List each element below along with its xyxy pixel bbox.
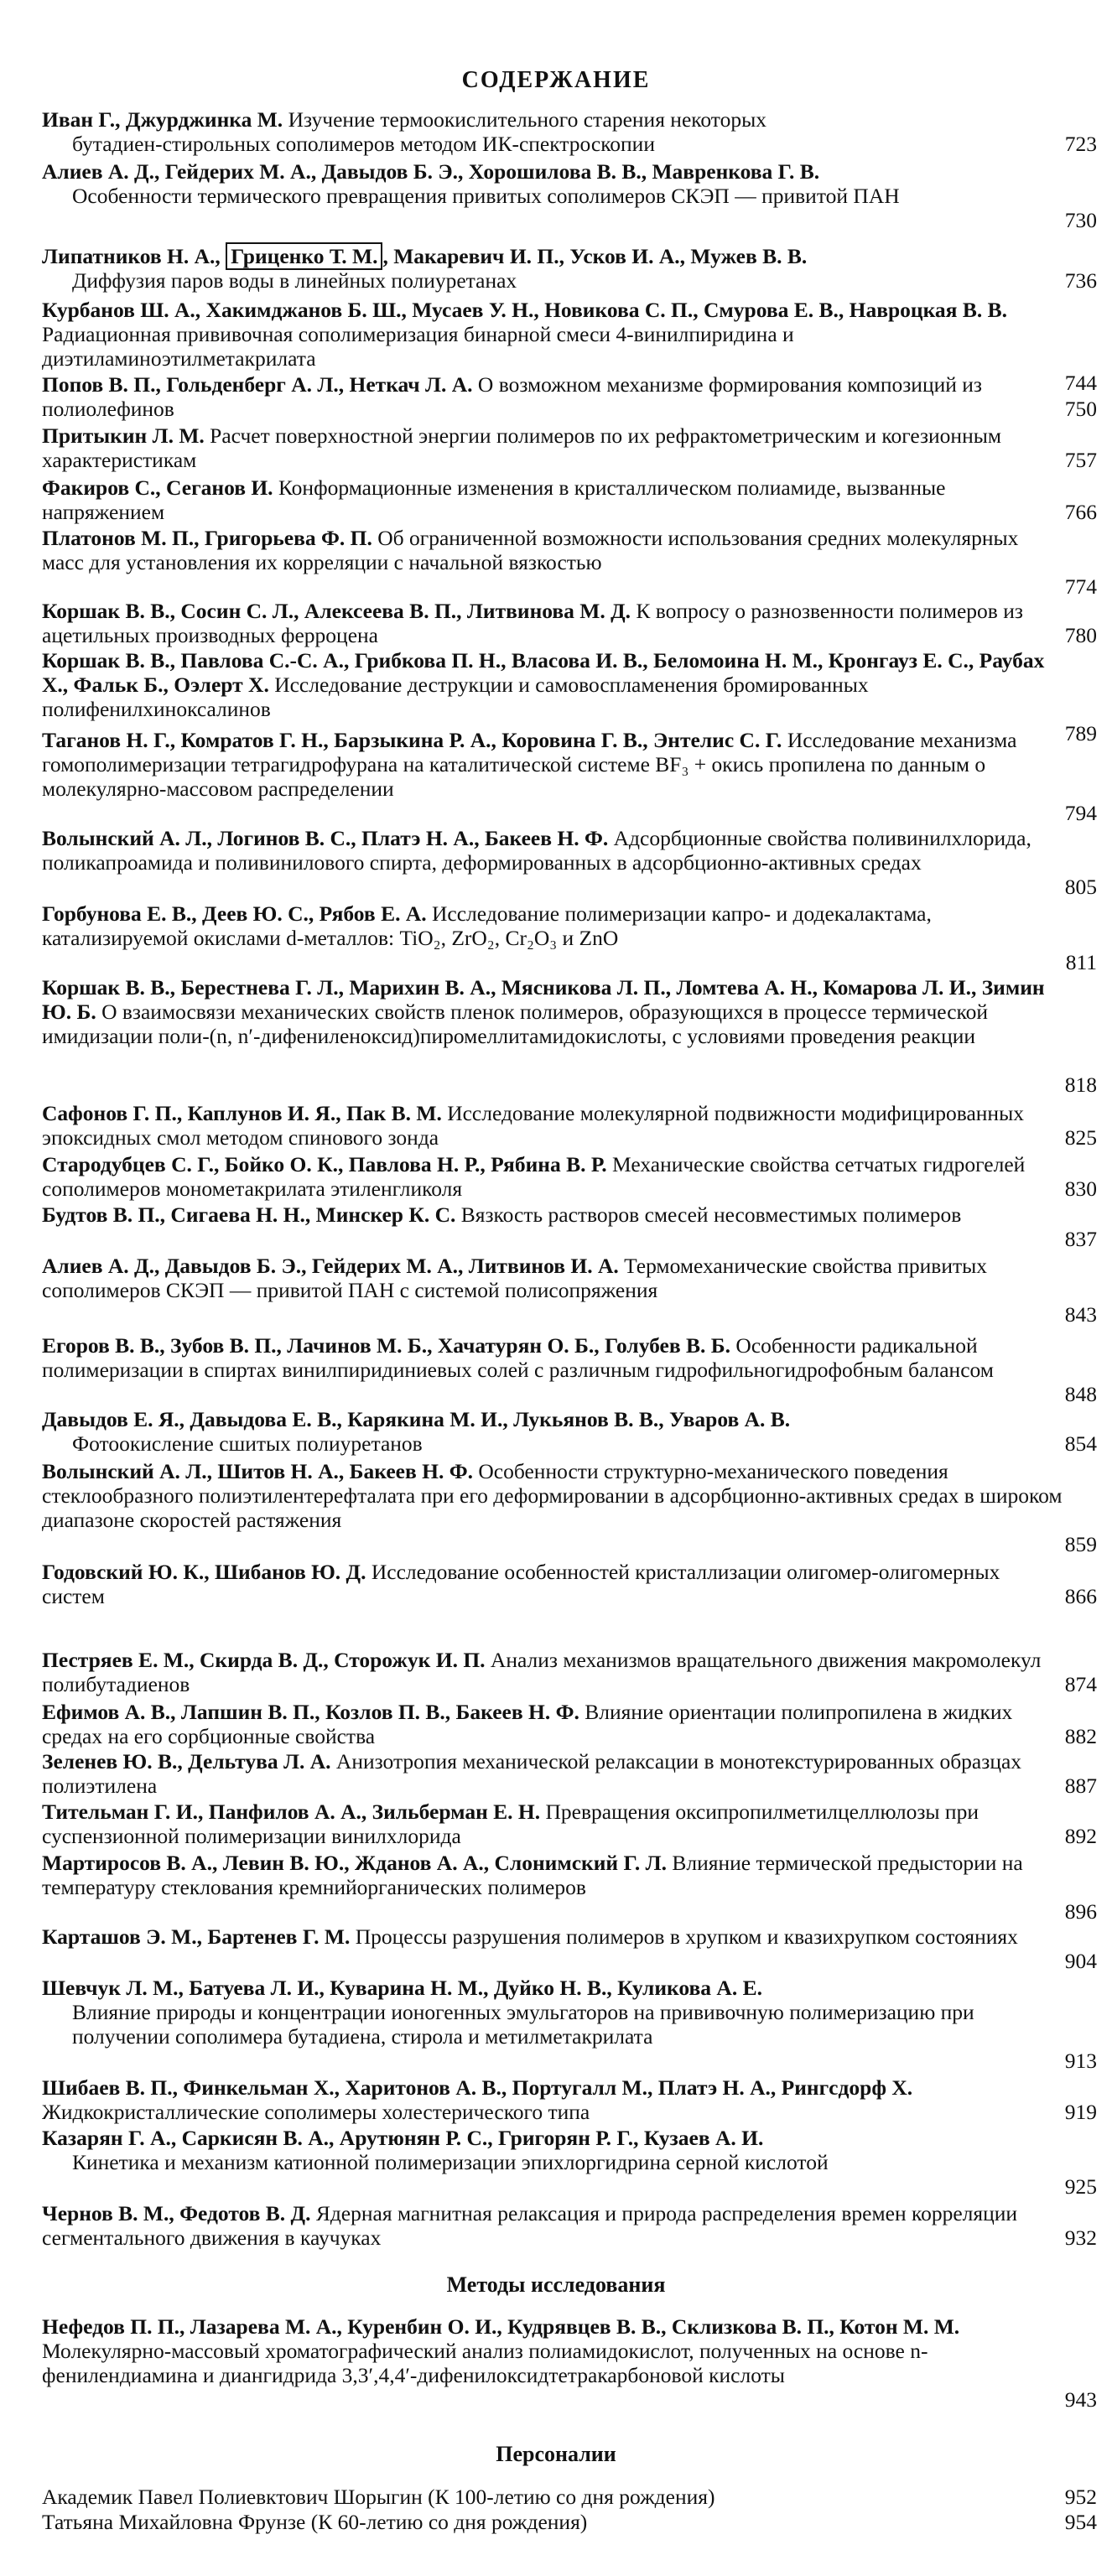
page-number: 943: [1064, 2387, 1097, 2412]
page-number: 892: [1064, 1824, 1097, 1848]
page-title: СОДЕРЖАНИЕ: [461, 67, 651, 93]
page-number: 859: [1064, 1532, 1097, 1556]
toc-entry: Коршак В. В., Павлова С.-С. А., Грибкова П. Н., Власова И. В., Беломоина Н. М., Кронгауз Е. С., Раубах Х., Фальк Б., Оэлерт Х. Исследование деструкции и самовоспламенения бромированных полифенилхиноксалинов 789: [42, 648, 1097, 745]
toc-entry: Казарян Г. А., Саркисян В. А., Арутюнян Р. С., Григорян Р. Г., Кузаев А. И. Кинетика и механизм катионной полимеризации эпихлоргидрина серной кислотой 925: [42, 2126, 1097, 2199]
toc-entry: Алиев А. Д., Гейдерих М. А., Давыдов Б. Э., Хорошилова В. В., Мавренкова Г. В. Особенности термического превращения привитых сополимеров СКЭП — привитой ПАН 730: [42, 159, 1097, 232]
page-number: 794: [1064, 801, 1097, 825]
toc-entry: Горбунова Е. В., Деев Ю. С., Рябов Е. А. Исследование полимеризации капро- и додекалактама, катализируемой окислами d-металлов: TiO₂, ZrO₂, Cr₂O₃ и ZnO 811: [42, 901, 1097, 974]
toc-entry: Будтов В. П., Сигаева Н. Н., Минскер К. С. Вязкость растворов смесей несовместимых полимеров 837: [42, 1202, 1097, 1251]
toc-entry: Липатников Н. А., Гриценко Т. М. , Макаревич И. П., Усков И. А., Мужев В. В. Диффузия паров воды в линейных полиуретанах 736: [42, 244, 1097, 293]
page-number: 882: [1064, 1724, 1097, 1748]
toc-entry: Стародубцев С. Г., Бойко О. К., Павлова Н. Р., Рябина В. Р. Механические свойства сетчатых гидрогелей сополимеров монометакрилата этиленгликоля 830: [42, 1152, 1097, 1201]
toc-entry: Таганов Н. Г., Комратов Г. Н., Барзыкина Р. А., Коровина Г. В., Энтелис С. Г. Исследование механизма гомополимеризации тетрагидрофурана на каталитической системе BF₃ + окись пропилена по данным о молекулярно-массовом распределении 794: [42, 728, 1097, 825]
page-number: 952: [1064, 2485, 1097, 2509]
toc-entry: Тительман Г. И., Панфилов А. А., Зильберман Е. Н. Превращения оксипропилметилцеллюлозы при суспензионной полимеризации винилхлорида 892: [42, 1800, 1097, 1848]
toc-entry: Платонов М. П., Григорьева Ф. П. Об ограниченной возможности использования средних молекулярных масс для установления их корреляции с начальной вязкостью 774: [42, 526, 1097, 599]
page-number: 913: [1064, 2049, 1097, 2073]
page-number: 766: [1064, 500, 1097, 524]
page-number: 805: [1064, 875, 1097, 899]
page-number: 750: [1064, 397, 1097, 421]
toc-entry: Шевчук Л. М., Батуева Л. И., Куварина Н. М., Дуйко Н. В., Куликова А. Е. Влияние природы и концентрации ионогенных эмульгаторов на прививочную полимеризацию при получении сополимера бутадиена, стирола и метилметакрилата 913: [42, 1976, 1097, 2073]
page-number: 837: [1064, 1227, 1097, 1251]
boxed-author: Гриценко Т. М.: [226, 242, 382, 270]
page-number: 874: [1064, 1672, 1097, 1696]
toc-entry: Коршак В. В., Сосин С. Л., Алексеева В. П., Литвинова М. Д. К вопросу о разнозвенности полимеров из ацетильных производных ферроцена 780: [42, 599, 1097, 647]
toc-entry: Чернов В. М., Федотов В. Д. Ядерная магнитная релаксация и природа распределения времен корреляции сегментального движения в каучуках 932: [42, 2201, 1097, 2250]
toc-entry: Татьяна Михайловна Фрунзе (К 60-летию со дня рождения) 954: [42, 2510, 1097, 2534]
toc-entry: Академик Павел Полиевктович Шорыгин (К 100-летию со дня рождения) 952: [42, 2485, 1097, 2509]
page-number: 825: [1064, 1125, 1097, 1150]
page-number: 744: [1064, 371, 1097, 395]
page-number: 848: [1064, 1382, 1097, 1406]
toc-entry: Годовский Ю. К., Шибанов Ю. Д. Исследование особенностей кристаллизации олигомер-олигомерных систем 866: [42, 1560, 1097, 1608]
page-number: 866: [1064, 1584, 1097, 1608]
page-number: 896: [1064, 1899, 1097, 1924]
page-number: 723: [1064, 132, 1097, 156]
toc-entry: Ефимов А. В., Лапшин В. П., Козлов П. В., Бакеев Н. Ф. Влияние ориентации полипропилена в жидких средах на его сорбционные свойства 882: [42, 1700, 1097, 1748]
page-number: 789: [1064, 721, 1097, 745]
toc-entry: Волынский А. Л., Шитов Н. А., Бакеев Н. Ф. Особенности структурно-механического поведения стеклообразного полиэтилентерефталата при его деформировании в адсорбционно-активных средах в широком диапазоне скоростей растяжения 859: [42, 1459, 1097, 1556]
toc-entry: Сафонов Г. П., Каплунов И. Я., Пак В. М. Исследование молекулярной подвижности модифицированных эпоксидных смол методом спинового зонда 825: [42, 1101, 1097, 1150]
page-number: 925: [1064, 2174, 1097, 2199]
section-methods-heading: Методы исследования: [446, 2272, 666, 2297]
toc-entry: Иван Г., Джурджинка М. Изучение термоокислительного старения некоторых бутадиен-стирольных сополимеров методом ИК-спектроскопии 723: [42, 107, 1097, 156]
page-number: 818: [1064, 1072, 1097, 1097]
toc-entry: Карташов Э. М., Бартенев Г. М. Процессы разрушения полимеров в хрупком и квазихрупком состояниях 904: [42, 1924, 1097, 1973]
page-number: 757: [1064, 448, 1097, 472]
page-number: 736: [1064, 268, 1097, 293]
page-number: 843: [1064, 1302, 1097, 1327]
toc-entry: Зеленев Ю. В., Дельтува Л. А. Анизотропия механической релаксации в монотекстурированных образцах полиэтилена 887: [42, 1749, 1097, 1798]
toc-entry: Попов В. П., Гольденберг А. Л., Неткач Л. А. О возможном механизме формирования композиций из полиолефинов 750: [42, 372, 1097, 421]
page-number: 854: [1064, 1431, 1097, 1456]
page-number: 932: [1064, 2225, 1097, 2250]
page-number: 780: [1064, 623, 1097, 647]
toc-entry: Притыкин Л. М. Расчет поверхностной энергии полимеров по их рефрактометрическим и когезионным характеристикам 757: [42, 423, 1097, 472]
page-number: 904: [1064, 1949, 1097, 1973]
toc-entry: Пестряев Е. М., Скирда В. Д., Сторожук И. П. Анализ механизмов вращательного движения макромолекул полибутадиенов 874: [42, 1648, 1097, 1696]
toc-entry: Коршак В. В., Берестнева Г. Л., Марихин В. А., Мясникова Л. П., Ломтева А. Н., Комарова Л. И., Зимин Ю. Б. О взаимосвязи механических свойств пленок полимеров, образующихся в процессе термической имидизации поли-(n, n′-дифениленоксид)пиромеллитамидокислоты, с условиями проведения реакции 818: [42, 975, 1097, 1097]
page-number: 774: [1064, 574, 1097, 599]
toc-entry: Мартиросов В. А., Левин В. Ю., Жданов А. А., Слонимский Г. Л. Влияние термической предыстории на температуру стеклования кремнийорганических полимеров 896: [42, 1851, 1097, 1924]
toc-entry: Алиев А. Д., Давыдов Б. Э., Гейдерих М. А., Литвинов И. А. Термомеханические свойства привитых сополимеров СКЭП — привитой ПАН с системой полисопряжения 843: [42, 1254, 1097, 1327]
page-number: 887: [1064, 1774, 1097, 1798]
page-number: 954: [1064, 2510, 1097, 2534]
toc-entry: Нефедов П. П., Лазарева М. А., Куренбин О. И., Кудрявцев В. В., Склизкова В. П., Котон М. М. Молекулярно-массовый хроматографический анализ полиамидокислот, полученных на основе n-фенилендиамина и диангидрида 3,3′,4,4′-дифенилоксидтетракарбоновой кислоты 943: [42, 2314, 1097, 2412]
page-number: 730: [1064, 208, 1097, 232]
page-number: 919: [1064, 2100, 1097, 2124]
toc-entry: Егоров В. В., Зубов В. П., Лачинов М. Б., Хачатурян О. Б., Голубев В. Б. Особенности радикальной полимеризации в спиртах винилпиридиниевых солей с различным гидрофильногидрофобным балансом 848: [42, 1333, 1097, 1406]
toc-entry: Шибаев В. П., Финкельман Х., Харитонов А. В., Португалл М., Платэ Н. А., Рингсдорф Х. Жидкокристаллические сополимеры холестерического типа 919: [42, 2075, 1097, 2124]
page-number: 811: [1065, 950, 1097, 974]
toc-entry: Давыдов Е. Я., Давыдова Е. В., Карякина М. И., Лукьянов В. В., Уваров А. В. Фотоокисление сшитых полиуретанов 854: [42, 1407, 1097, 1456]
section-personalia-heading: Персоналии: [496, 2442, 616, 2466]
toc-entry: Курбанов Ш. А., Хакимджанов Б. Ш., Мусаев У. Н., Новикова С. П., Смурова Е. В., Навроцкая В. В. Радиационная прививочная сополимеризация бинарной смеси 4-винилпиридина и диэтиламиноэтилметакрилата 744: [42, 298, 1097, 395]
page-number: 830: [1064, 1176, 1097, 1201]
toc-entry: Волынский А. Л., Логинов В. С., Платэ Н. А., Бакеев Н. Ф. Адсорбционные свойства поливинилхлорида, поликапроамида и поливинилового спирта, деформированных в адсорбционно-активных средах 805: [42, 826, 1097, 899]
toc-entry: Факиров С., Сеганов И. Конформационные изменения в кристаллическом полиамиде, вызванные напряжением 766: [42, 475, 1097, 524]
